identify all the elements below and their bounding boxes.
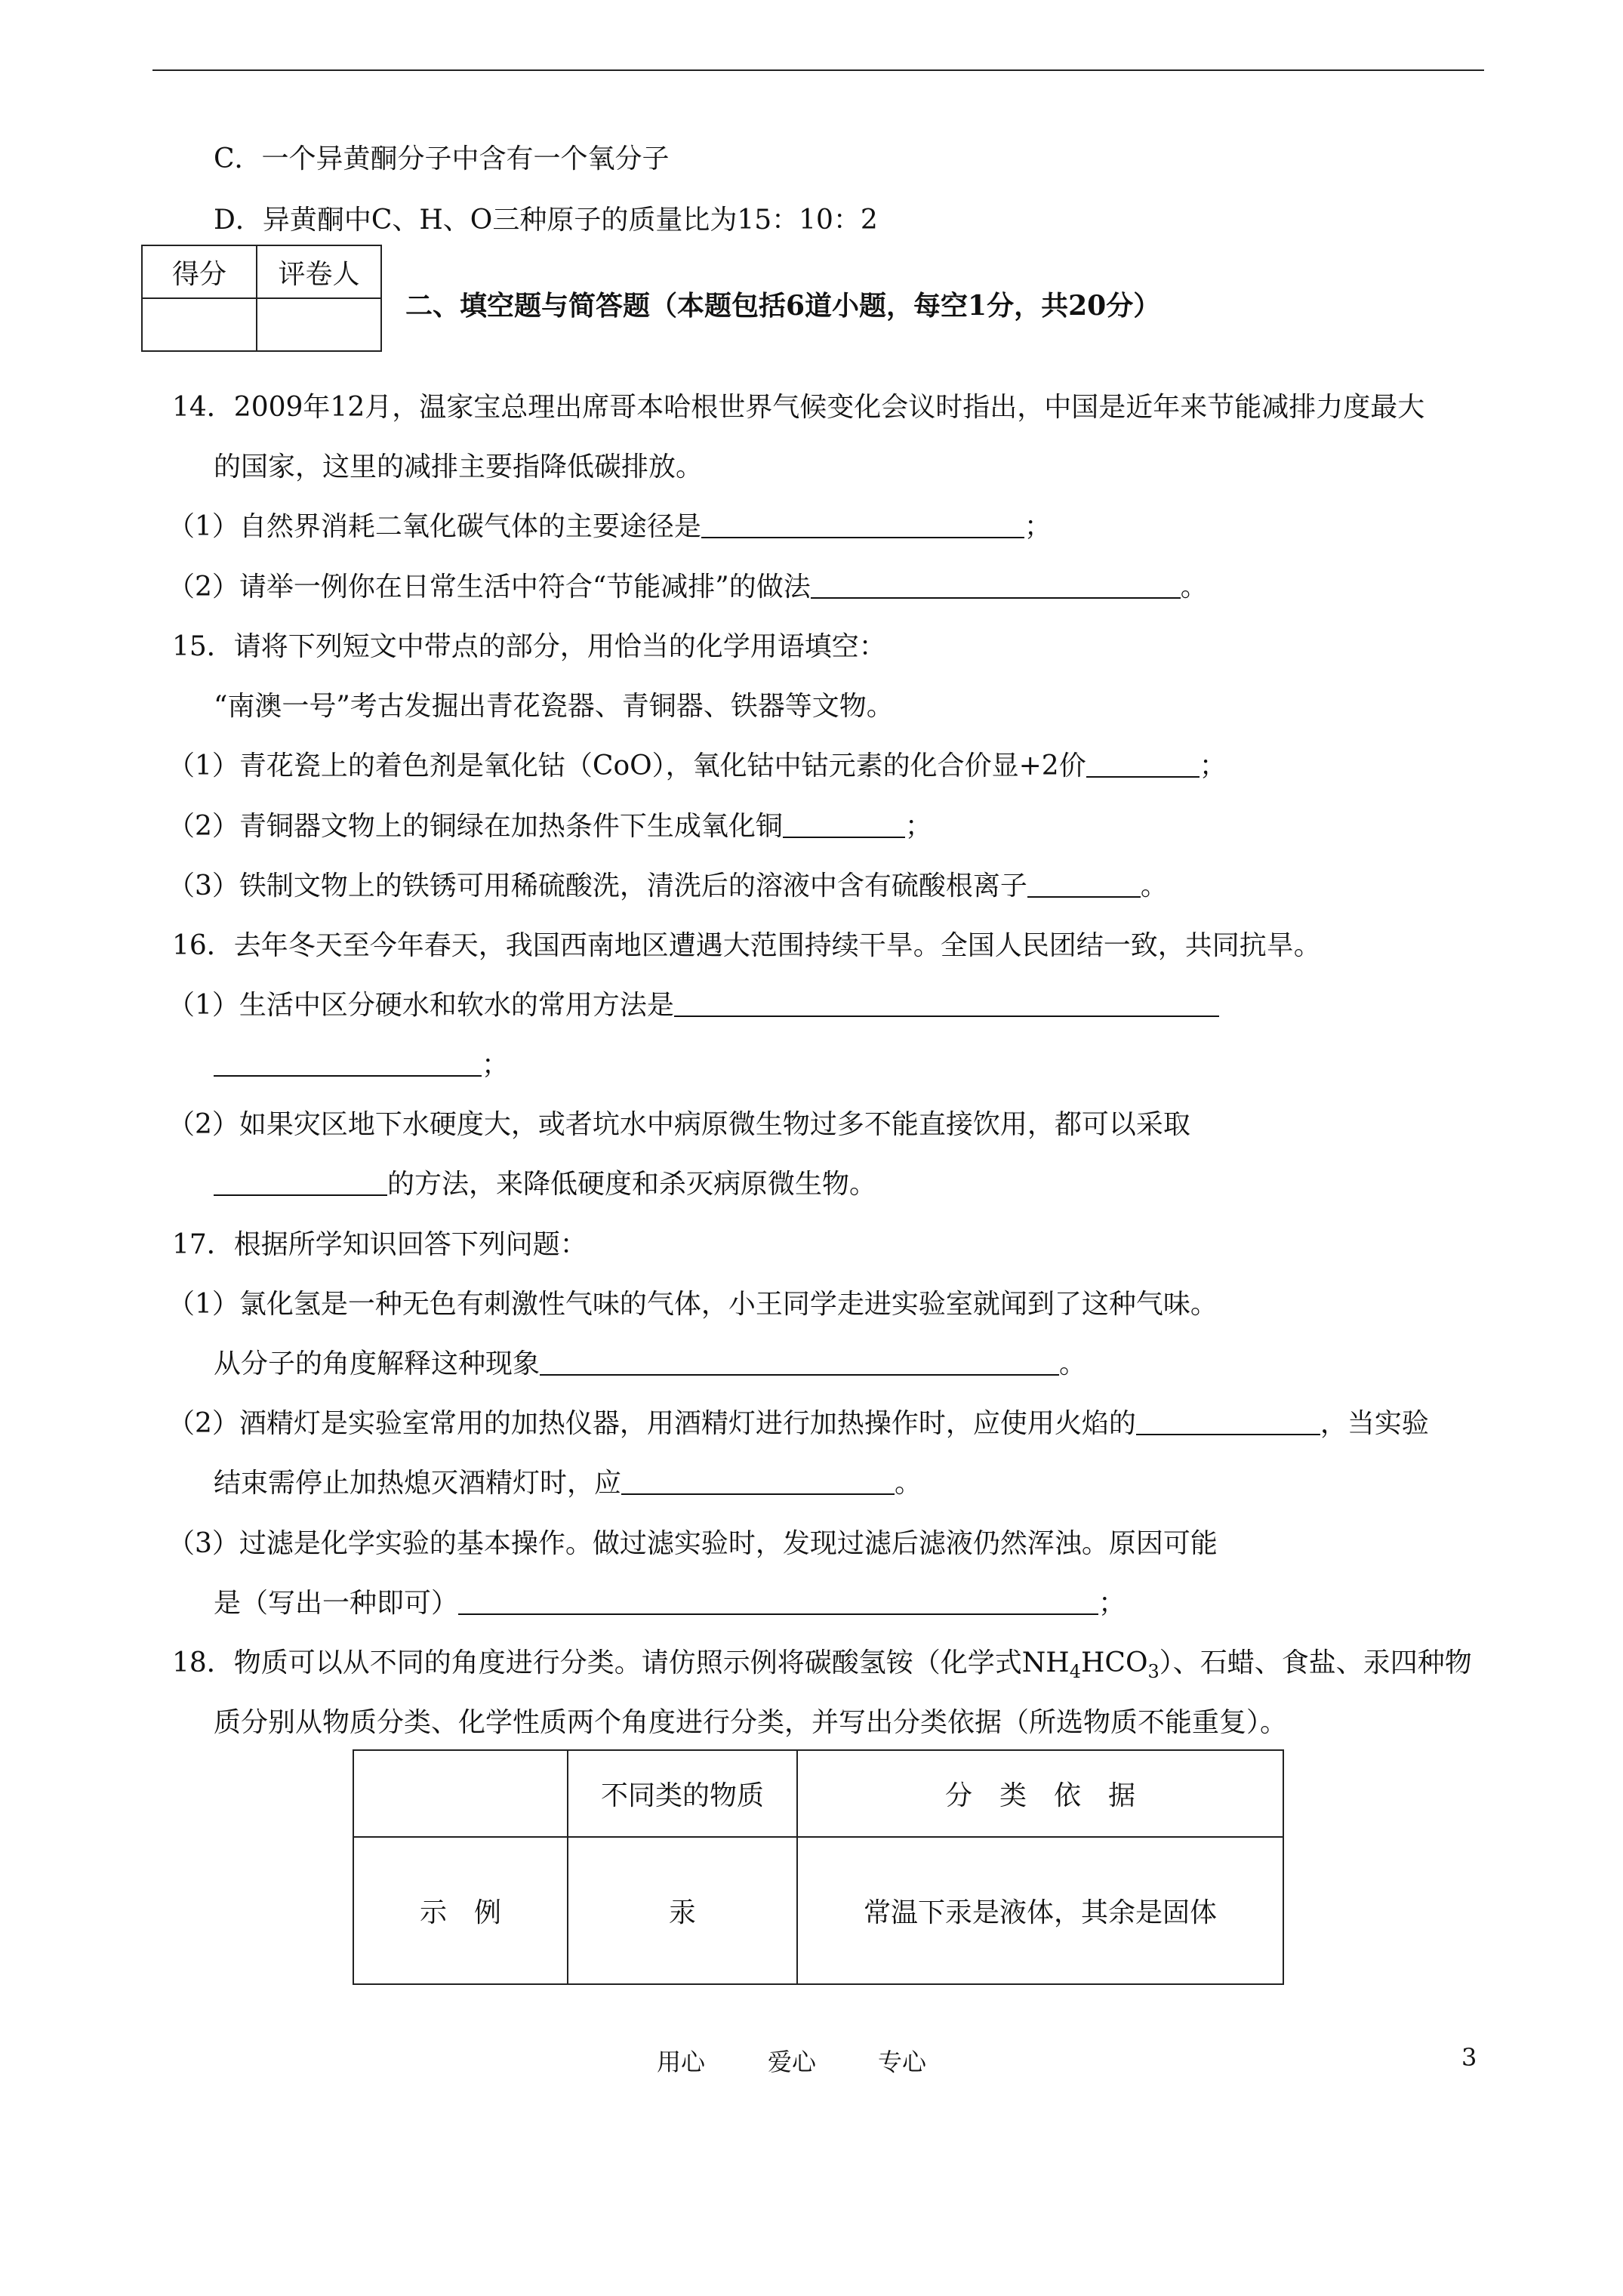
option-c: C．一个异黄酮分子中含有一个氧分子 (214, 143, 670, 174)
q16-answer-blank-1a[interactable] (674, 990, 1219, 1017)
q17-line1: 17．根据所学知识回答下列问题： (172, 1229, 587, 1260)
q18-line1-a: 18．物质可以从不同的角度进行分类。请仿照示例将碳酸氢铵（化学式NH (172, 1647, 1070, 1678)
q16-part1 (168, 984, 1219, 1022)
q15-part2-end: ； (904, 811, 932, 842)
table-example-label: 示 例 (353, 1837, 568, 1984)
q16-answer-blank-1b[interactable] (214, 1049, 482, 1077)
q17-part1-text: 从分子的角度解释这种现象 (214, 1348, 540, 1379)
reviewer-cell[interactable] (257, 298, 381, 351)
score-box (141, 245, 382, 352)
q18-line1 (172, 1641, 1472, 1682)
q15-answer-blank-2[interactable] (783, 811, 905, 838)
q17-part2 (168, 1402, 1429, 1441)
footer-left: 用心 (657, 2048, 706, 2076)
q14-part2-text: （2）请举一例你在日常生活中符合“节能减排”的做法 (168, 572, 811, 603)
q17-part2-text: （2）酒精灯是实验室常用的加热仪器，用酒精灯进行加热操作时，应使用火焰的 (168, 1408, 1136, 1439)
q15-part2-text: （2）青铜器文物上的铜绿在加热条件下生成氧化铜 (168, 811, 783, 842)
footer-mid: 爱心 (768, 2048, 817, 2076)
q14-line2: 的国家，这里的减排主要指降低碳排放。 (214, 451, 704, 482)
q15-part3-text: （3）铁制文物上的铁锈可用稀硫酸洗，清洗后的溶液中含有硫酸根离子 (168, 871, 1027, 901)
section-title: 二、填空题与简答题（本题包括6道小题，每空1分，共20分） (405, 290, 1161, 322)
q15-part1 (168, 744, 1227, 783)
q17-part3-end: ； (1098, 1588, 1126, 1619)
q16-part1-cont (214, 1043, 509, 1082)
table-example-substance: 汞 (568, 1837, 797, 1984)
table-example-basis: 常温下汞是液体，其余是固体 (797, 1837, 1283, 1984)
q16-part2: （2）如果灾区地下水硬度大，或者坑水中病原微生物过多不能直接饮用，都可以采取 (168, 1109, 1190, 1140)
q17-answer-blank-3[interactable] (458, 1588, 1098, 1615)
q15-answer-blank-1[interactable] (1086, 750, 1200, 778)
score-label: 得分 (142, 245, 257, 298)
q17-part2-mid: ，当实验 (1320, 1408, 1429, 1439)
q15-part1-end: ； (1199, 750, 1227, 781)
q18-formula-sub1: 4 (1069, 1661, 1081, 1683)
q16-line1: 16．去年冬天至今年春天，我国西南地区遭遇大范围持续干旱。全国人民团结一致，共同抗旱。 (172, 930, 1321, 961)
q17-answer-blank-1[interactable] (540, 1348, 1059, 1376)
q15-part2 (168, 805, 932, 843)
q14-line1: 14．2009年12月，温家宝总理出席哥本哈根世界气候变化会议时指出，中国是近年来节能减排力度最大 (172, 392, 1425, 423)
q17-answer-blank-2a[interactable] (1136, 1408, 1320, 1435)
q18-line2: 质分别从物质分类、化学性质两个角度进行分类，并写出分类依据（所选物质不能重复）。 (214, 1707, 1288, 1738)
q16-answer-blank-2[interactable] (214, 1169, 387, 1196)
q14-answer-blank-2[interactable] (811, 572, 1181, 599)
reviewer-label: 评卷人 (257, 245, 381, 298)
q14-part1-text: （1）自然界消耗二氧化碳气体的主要途径是 (168, 511, 701, 542)
q14-part2 (168, 566, 1208, 604)
q15-part3-end: 。 (1140, 871, 1168, 901)
q14-part2-end: 。 (1180, 572, 1208, 603)
q18-line1-b: ）、石蜡、食盐、汞四种物 (1159, 1647, 1472, 1678)
q15-answer-blank-3[interactable] (1027, 871, 1141, 898)
q16-part2-text: 的方法，来降低硬度和杀灭病原微生物。 (387, 1169, 877, 1200)
q15-line1: 15．请将下列短文中带点的部分，用恰当的化学用语填空： (172, 631, 886, 662)
q17-answer-blank-2b[interactable] (621, 1468, 895, 1495)
q14-part1 (168, 505, 1052, 544)
table-example-row (353, 1837, 1283, 1984)
q18-formula-sub2: 3 (1147, 1661, 1160, 1683)
q14-part1-end: ； (1024, 511, 1052, 542)
q18-formula-mid: HCO (1081, 1647, 1148, 1678)
q17-part2-end: 。 (895, 1468, 922, 1499)
q17-part2-cont-text: 结束需停止加热熄灭酒精灯时，应 (214, 1468, 622, 1499)
q15-part1-text: （1）青花瓷上的着色剂是氧化钴（CoO），氧化钴中钴元素的化合价显+2价 (168, 750, 1086, 781)
q16-part1-end: ； (482, 1049, 510, 1080)
q15-line2: “南澳一号”考古发掘出青花瓷器、青铜器、铁器等文物。 (214, 691, 894, 722)
score-cell[interactable] (142, 298, 257, 351)
q16-part2-cont (214, 1163, 876, 1201)
option-d: D．异黄酮中C、H、O三种原子的质量比为15：10：2 (214, 205, 878, 236)
footer-right: 专心 (878, 2048, 927, 2076)
page-number: 3 (1461, 2043, 1477, 2072)
q17-part2-cont (214, 1462, 922, 1500)
q16-part1-text: （1）生活中区分硬水和软水的常用方法是 (168, 990, 674, 1021)
q17-part3: （3）过滤是化学实验的基本操作。做过滤实验时，发现过滤后滤液仍然浑浊。原因可能 (168, 1528, 1218, 1559)
table-header-row (353, 1750, 1283, 1837)
q17-part1-end: 。 (1059, 1348, 1087, 1379)
header-rule (152, 69, 1484, 71)
q17-part1: （1）氯化氢是一种无色有刺激性气味的气体，小王同学走进实验室就闻到了这种气味。 (168, 1289, 1218, 1320)
q17-part3-text: 是（写出一种即可） (214, 1588, 459, 1619)
table-header-cell-blank (353, 1750, 568, 1837)
q17-part1-cont (214, 1342, 1086, 1381)
table-header-cell-basis: 分 类 依 据 (797, 1750, 1283, 1837)
q14-answer-blank-1[interactable] (701, 511, 1024, 538)
q17-part3-cont (214, 1582, 1126, 1620)
q15-part3 (168, 864, 1168, 903)
table-header-cell-substance: 不同类的物质 (568, 1750, 797, 1837)
classification-table (353, 1749, 1284, 1985)
